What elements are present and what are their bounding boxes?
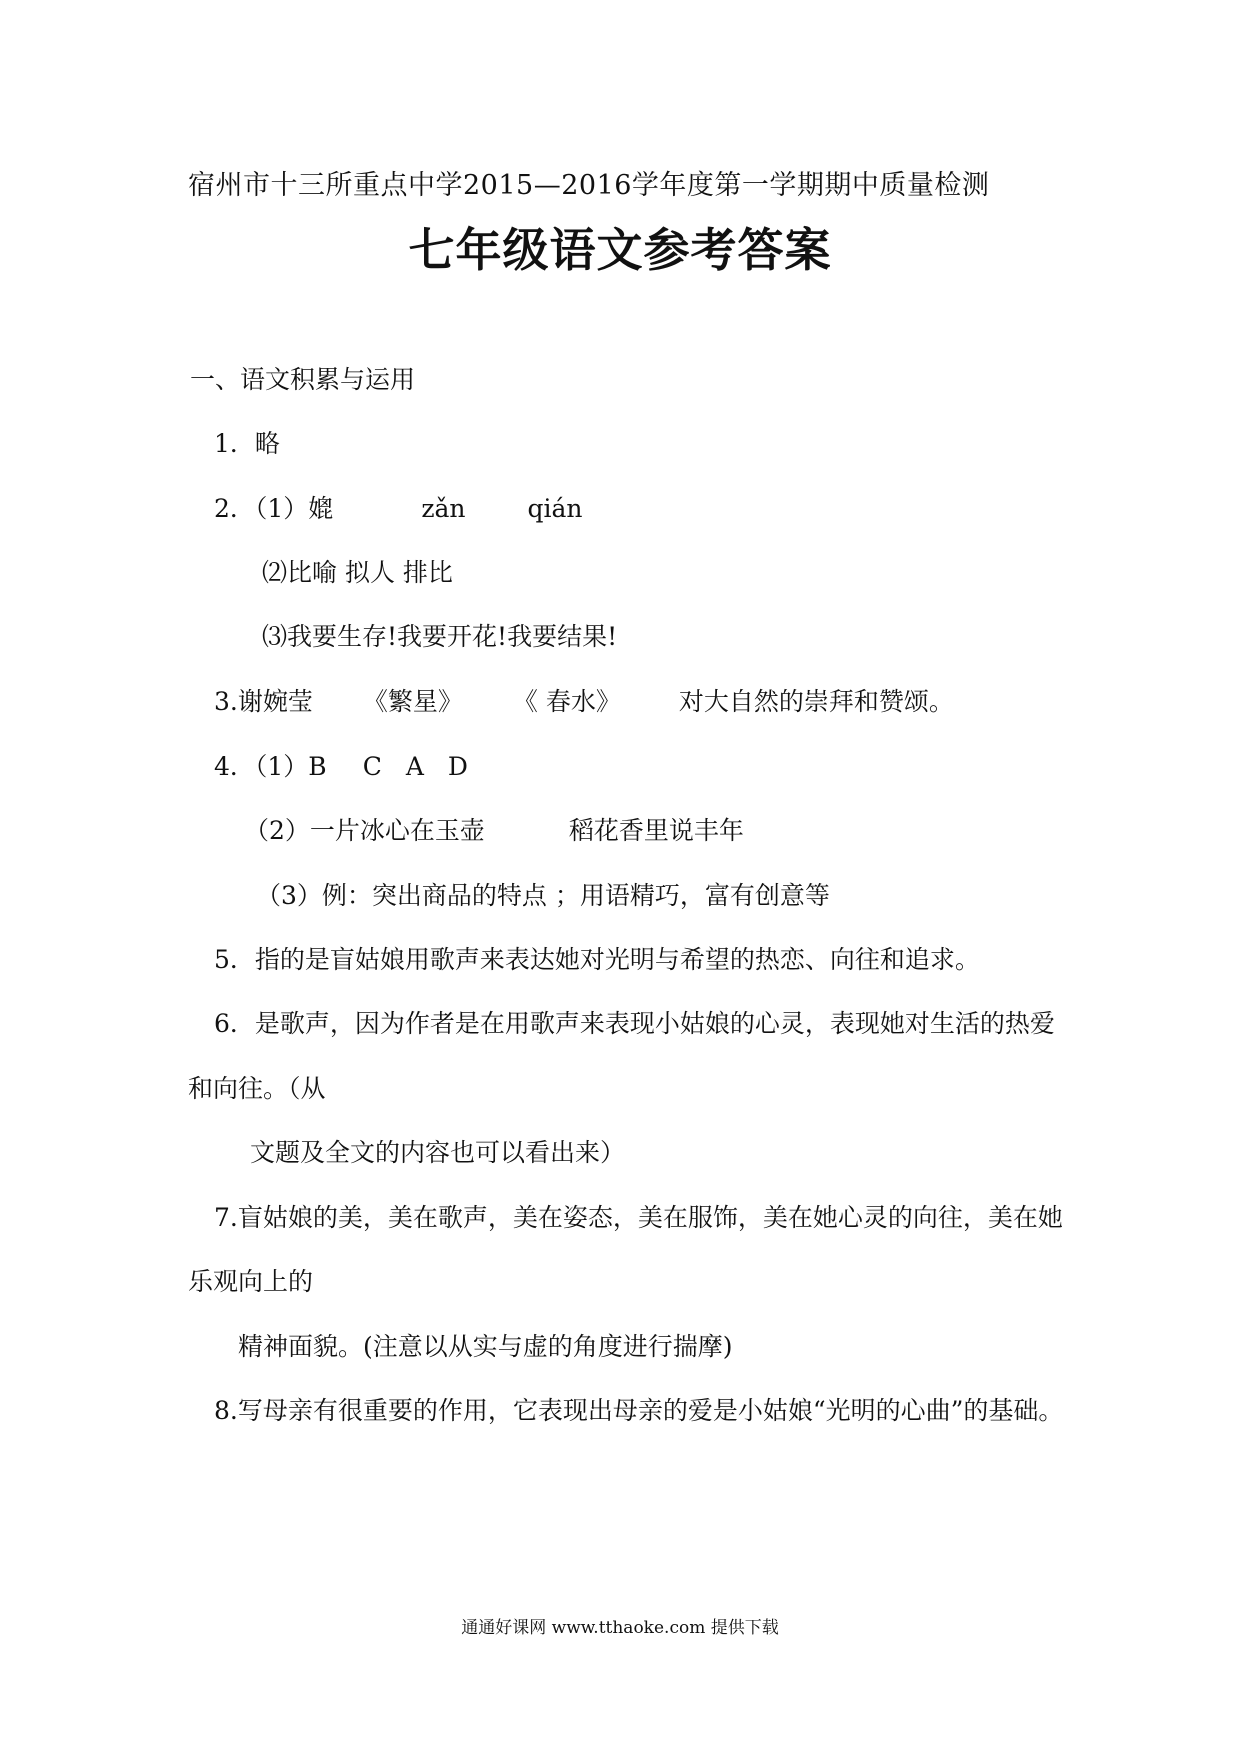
answer-4-line-1: （2）一片冰心在玉壶 [244,816,485,845]
footer-source: 通通好课网 www.tthaoke.com 提供下载 [461,1618,779,1638]
answer-6-line-1: 6．是歌声，因为作者是在用歌声来表现小姑娘的心灵，表现她对生活的热爱 [214,1009,1055,1038]
answer-3 [214,686,954,718]
answer-4-part-2 [244,815,744,847]
answer-2-part-2: ⑵比喻 拟人 排比 [262,558,453,587]
answer-4-part-1 [214,751,468,783]
answer-2-part-1 [214,493,583,525]
page-title: 七年级语文参考答案 [408,223,832,277]
answer-7-line-3: 精神面貌。(注意以从实与虚的角度进行揣摩) [238,1332,733,1361]
answer-2-part-3: ⑶我要生存!我要开花!我要结果! [262,622,618,651]
answer-4-line-2: 稻花香里说丰年 [568,816,744,845]
answer-3-author: 3.谢婉莹 [214,687,313,716]
answer-3-book-2: 《 春水》 [512,687,621,716]
answer-6-line-3: 文题及全文的内容也可以看出来） [250,1138,626,1167]
answer-1: 1．略 [214,429,280,458]
answer-2-pinyin-2: qián [527,494,583,523]
answer-8: 8.写母亲有很重要的作用，它表现出母亲的爱是小姑娘“光明的心曲”的基础。 [214,1396,1064,1425]
answer-4-choice-2: C [362,752,382,781]
answer-2-word: 2．（1）媲 [214,494,334,523]
answer-7-line-2: 乐观向上的 [188,1267,314,1296]
section-heading: 一、语文积累与运用 [190,365,416,394]
answer-4-choice-3: A [405,752,424,781]
answer-6-line-2: 和向往。（从 [188,1074,326,1103]
answer-2-pinyin-1: zǎn [421,494,466,523]
answer-3-book-1: 《繁星》 [362,687,463,716]
answer-4-part-3: （3）例：突出商品的特点 ；用语精巧，富有创意等 [256,881,830,910]
answer-3-theme: 对大自然的崇拜和赞颂。 [678,687,954,716]
exam-subtitle: 宿州市十三所重点中学2015—2016学年度第一学期期中质量检测 [188,170,990,201]
answer-7-line-1: 7.盲姑娘的美，美在歌声，美在姿态，美在服饰，美在她心灵的向往，美在她 [214,1203,1063,1232]
answer-4-choice-4: D [447,752,468,781]
answer-4-choice-1: 4．（1）B [214,752,327,781]
answer-5: 5．指的是盲姑娘用歌声来表达她对光明与希望的热恋、向往和追求。 [214,945,980,974]
